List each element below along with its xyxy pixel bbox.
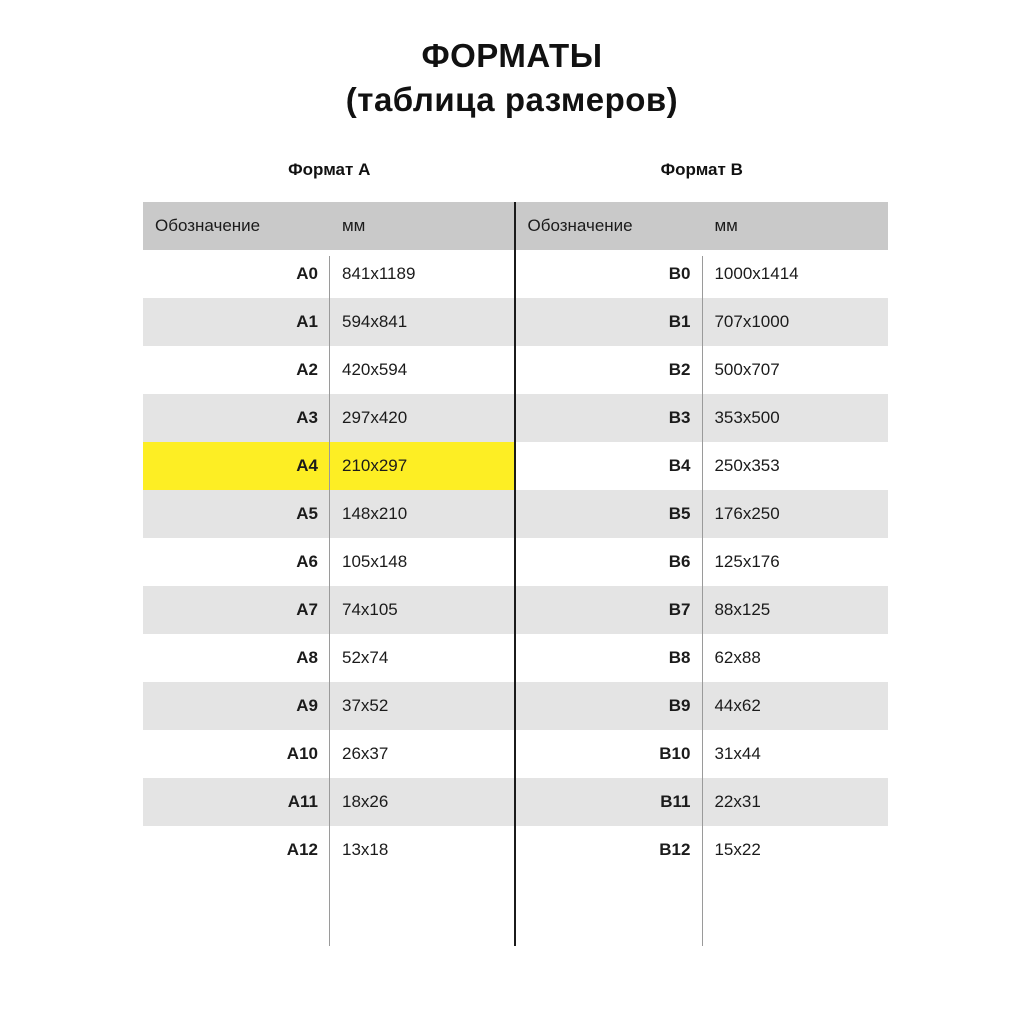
cell-a-mm: 18x26 [330, 778, 516, 826]
cell-a-code: A11 [143, 778, 330, 826]
cell-b-code: B11 [515, 778, 702, 826]
title-line-1: ФОРМАТЫ [421, 37, 603, 74]
group-header-a: Формат А [288, 160, 371, 179]
cell-b-code: B10 [515, 730, 702, 778]
cell-b-mm: 22x31 [702, 778, 888, 826]
cell-b-code: B0 [515, 250, 702, 298]
cell-b-mm: 353x500 [702, 394, 888, 442]
cell-a-mm: 52x74 [330, 634, 516, 682]
cell-a-mm: 420x594 [330, 346, 516, 394]
cell-b-mm: 707x1000 [702, 298, 888, 346]
cell-b-mm: 31x44 [702, 730, 888, 778]
cell-a-code: A4 [143, 442, 330, 490]
cell-b-mm: 125x176 [702, 538, 888, 586]
cell-a-code: A6 [143, 538, 330, 586]
formats-table-wrapper [143, 160, 888, 874]
cell-b-code: B4 [515, 442, 702, 490]
cell-b-code: B8 [515, 634, 702, 682]
cell-a-code: A12 [143, 826, 330, 874]
cell-a-mm: 13x18 [330, 826, 516, 874]
cell-a-mm: 105x148 [330, 538, 516, 586]
cell-b-mm: 176x250 [702, 490, 888, 538]
cell-b-code: B5 [515, 490, 702, 538]
page-title [0, 0, 1024, 121]
cell-a-mm: 210x297 [330, 442, 516, 490]
cell-a-mm: 841x1189 [330, 250, 516, 298]
column-divider-b [702, 256, 703, 946]
cell-b-code: B12 [515, 826, 702, 874]
cell-b-mm: 250x353 [702, 442, 888, 490]
cell-a-mm: 74x105 [330, 586, 516, 634]
group-headers [143, 160, 888, 202]
cell-a-code: A8 [143, 634, 330, 682]
cell-b-code: B3 [515, 394, 702, 442]
cell-b-mm: 44x62 [702, 682, 888, 730]
cell-b-mm: 15x22 [702, 826, 888, 874]
cell-b-mm: 1000x1414 [702, 250, 888, 298]
group-header-b: Формат B [660, 160, 743, 179]
cell-b-code: B6 [515, 538, 702, 586]
header-b-code: Обозначение [515, 202, 702, 250]
cell-a-mm: 297x420 [330, 394, 516, 442]
column-divider-a [329, 256, 330, 946]
cell-b-code: B2 [515, 346, 702, 394]
cell-b-mm: 500x707 [702, 346, 888, 394]
header-a-mm: мм [330, 202, 516, 250]
cell-b-mm: 62x88 [702, 634, 888, 682]
cell-a-mm: 37x52 [330, 682, 516, 730]
header-b-mm: мм [702, 202, 888, 250]
cell-a-mm: 26x37 [330, 730, 516, 778]
cell-a-code: A9 [143, 682, 330, 730]
cell-b-mm: 88x125 [702, 586, 888, 634]
cell-a-code: A10 [143, 730, 330, 778]
title-line-2: (таблица размеров) [345, 80, 679, 118]
cell-a-code: A0 [143, 250, 330, 298]
cell-a-mm: 594x841 [330, 298, 516, 346]
cell-a-mm: 148x210 [330, 490, 516, 538]
cell-a-code: A5 [143, 490, 330, 538]
cell-b-code: B7 [515, 586, 702, 634]
cell-b-code: B9 [515, 682, 702, 730]
cell-a-code: A3 [143, 394, 330, 442]
cell-a-code: A2 [143, 346, 330, 394]
cell-b-code: B1 [515, 298, 702, 346]
cell-a-code: A1 [143, 298, 330, 346]
header-a-code: Обозначение [143, 202, 330, 250]
cell-a-code: A7 [143, 586, 330, 634]
group-divider [514, 202, 516, 946]
